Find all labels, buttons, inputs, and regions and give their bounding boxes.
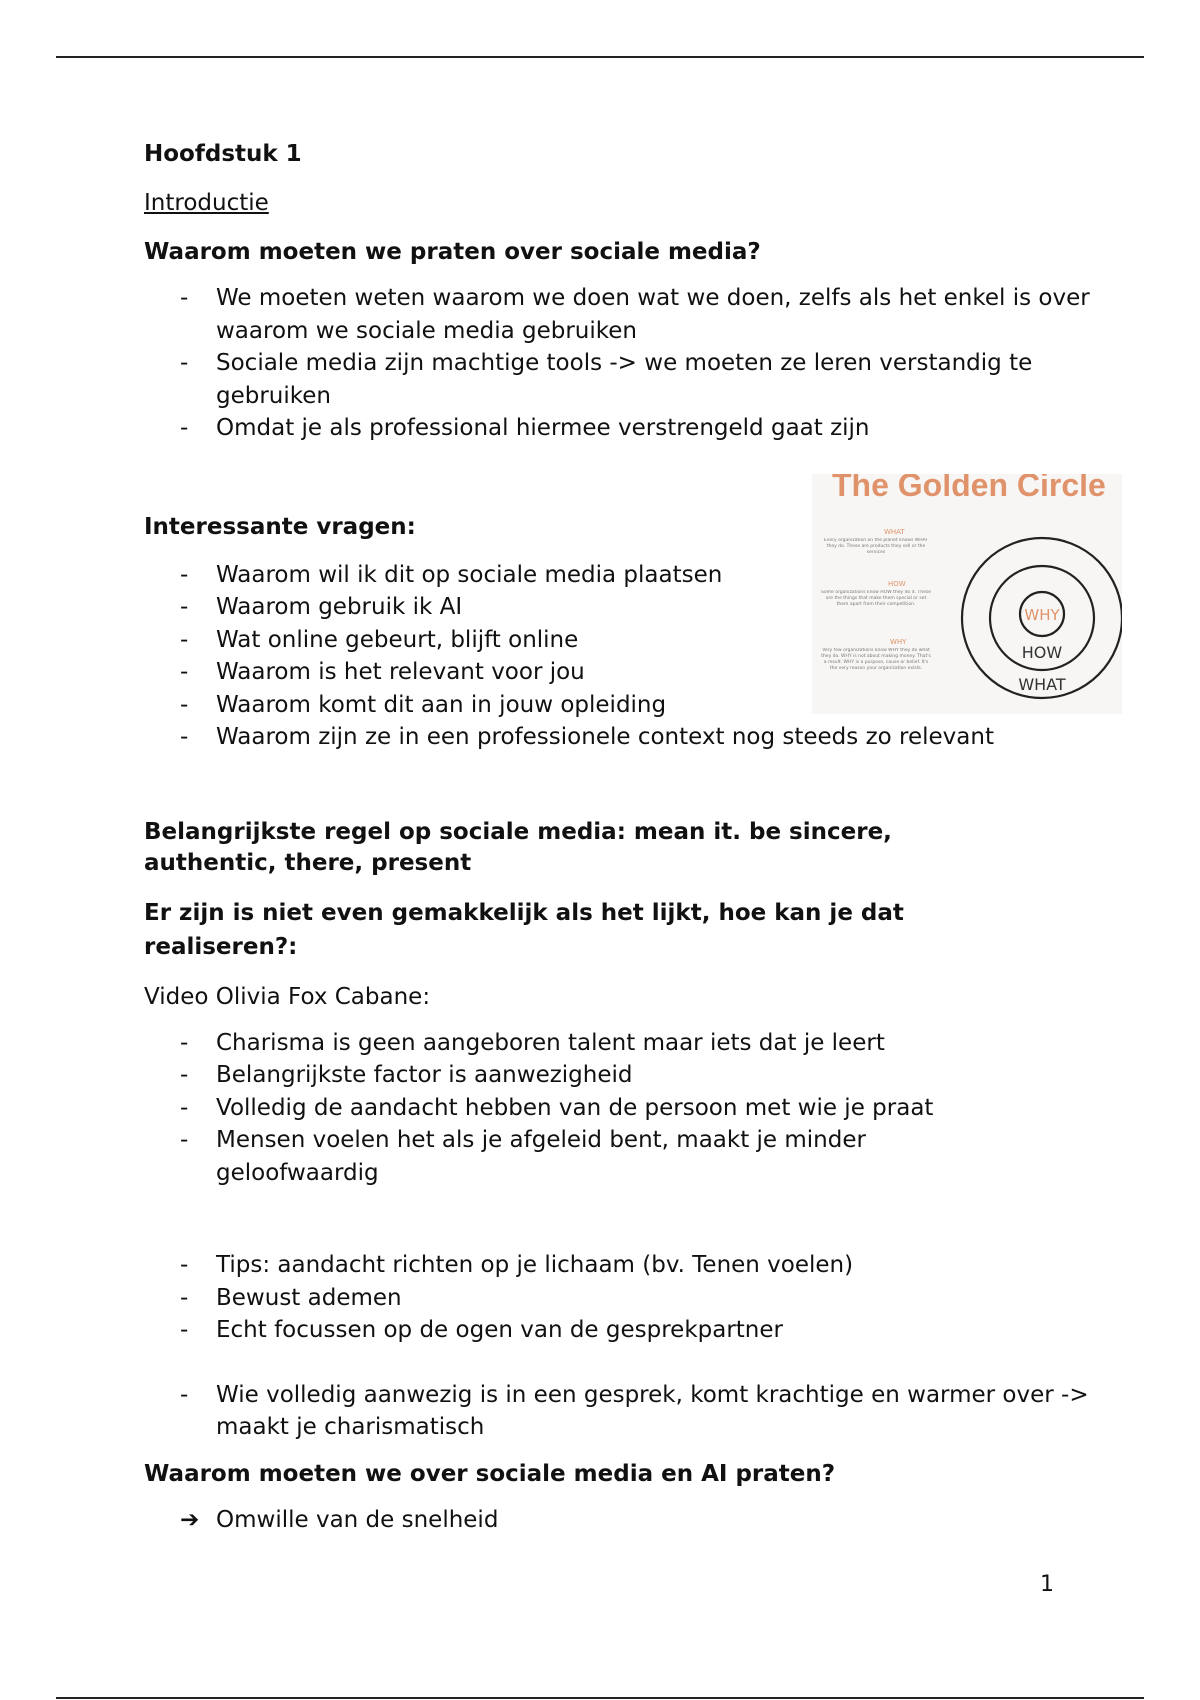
list-item: - Waarom gebruik ik AI xyxy=(180,594,463,620)
list-item: - Omdat je als professional hiermee verstrengeld gaat zijn xyxy=(180,415,870,441)
list-item: - Waarom komt dit aan in jouw opleiding xyxy=(180,691,667,718)
section-title: Introductie xyxy=(144,190,269,216)
list-item: - Mensen voelen het als je afgeleid bent, maakt je minder geloofwaardig xyxy=(180,1127,866,1186)
header-rule xyxy=(56,56,1144,58)
how-label: HOW xyxy=(888,580,906,588)
heading-why-social-media: Waarom moeten we praten over sociale media? xyxy=(144,239,761,265)
what-description: Every organization on the planet knows WHAT they do. These are products they sell or the services xyxy=(823,538,929,555)
footer-rule xyxy=(56,1697,1144,1699)
why-description: Very few organizations know WHY they do what they do. WHY is not about making money. That's a result. WHY is a purpose, cause or belief. It's the very reason your organization exists. xyxy=(821,648,931,671)
arrow-list xyxy=(144,1504,1094,1537)
what-circle-label: WHAT xyxy=(1018,675,1066,694)
list-item: - Sociale media zijn machtige tools -> we moeten ze leren verstandig te gebruiken xyxy=(180,350,1033,409)
chapter-title: Hoofdstuk 1 xyxy=(144,141,302,167)
why-circle-label: WHY xyxy=(1024,606,1060,624)
arrow-icon: ➔ xyxy=(180,1506,200,1533)
video-title: Video Olivia Fox Cabane: xyxy=(144,983,431,1010)
list-item: - Tips: aandacht richten op je lichaam (bv. Tenen voelen) xyxy=(180,1252,854,1278)
heading-realize: Er zijn is niet even gemakkelijk als het lijkt, hoe kan je dat realiseren?: xyxy=(144,899,904,960)
list-item: - Wie volledig aanwezig is in een gesprek, komt krachtige en warmer over -> maakt je charismatisch xyxy=(180,1381,1089,1440)
golden-circle-figure xyxy=(812,474,1122,714)
heading-social-media-ai: Waarom moeten we over sociale media en AI praten? xyxy=(144,1460,836,1487)
golden-circle-diagram xyxy=(812,474,1122,714)
what-label: WHAT xyxy=(884,528,905,536)
list-item: - Waarom is het relevant voor jou xyxy=(180,659,585,685)
list-item: ➔ Omwille van de snelheid xyxy=(144,1504,1094,1537)
list-item: - Waarom zijn ze in een professionele context nog steeds zo relevant xyxy=(180,724,994,750)
list-item: - Charisma is geen aangeboren talent maar iets dat je leert xyxy=(180,1029,885,1056)
list-item: - We moeten weten waarom we doen wat we doen, zelfs als het enkel is over waarom we sociale media gebruiken xyxy=(180,285,1090,344)
presence-list xyxy=(144,1379,1094,1444)
page-number: 1 xyxy=(1040,1572,1054,1597)
list-item: - Echt focussen op de ogen van de gesprekpartner xyxy=(180,1317,783,1343)
list-item: - Volledig de aandacht hebben van de persoon met wie je praat xyxy=(180,1094,934,1121)
list-item: - Waarom wil ik dit op sociale media plaatsen xyxy=(180,561,723,588)
why-label: WHY xyxy=(890,638,907,646)
main-rule-heading: Belangrijkste regel op sociale media: mean it. be sincere, authentic, there, present xyxy=(144,818,892,876)
document-body xyxy=(144,138,1094,1536)
charisma-list xyxy=(144,1027,1094,1190)
list-item: - Belangrijkste factor is aanwezigheid xyxy=(180,1062,633,1088)
list-item: - Wat online gebeurt, blijft online xyxy=(180,626,579,653)
tips-list xyxy=(144,1249,1094,1347)
why-list xyxy=(144,282,1094,445)
how-description: Some organizations know HOW they do it. These are the things that make them special or set them apart from their competition. xyxy=(821,590,931,607)
heading-questions: Interessante vragen: xyxy=(144,513,416,540)
golden-circle-title: The Golden Circle xyxy=(832,474,1106,503)
how-circle-label: HOW xyxy=(1021,643,1063,662)
list-item: - Bewust ademen xyxy=(180,1284,402,1311)
